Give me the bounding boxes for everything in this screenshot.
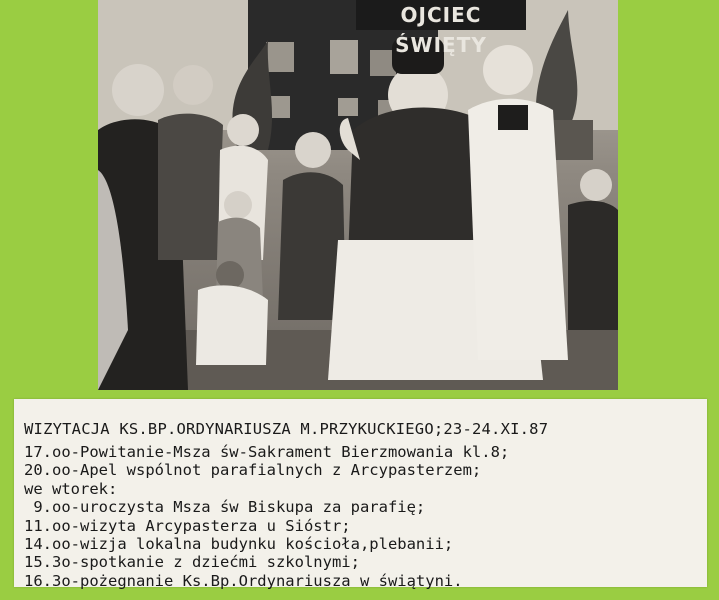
schedule-line: 20.oo-Apel wspólnot parafialnych z Arcypasterzem;	[24, 461, 482, 480]
schedule-line: 11.oo-wizyta Arcypasterza u Sióstr;	[24, 516, 351, 535]
caption-card	[14, 399, 707, 590]
caption-title: WIZYTACJA KS.BP.ORDYNARIUSZA M.PRZYKUCKIEGO;23-24.XI.87	[24, 420, 549, 438]
archival-photograph	[98, 0, 618, 390]
schedule-line: 15.3o-spotkanie z dziećmi szkolnymi;	[24, 553, 360, 572]
banner-text: OJCIEC ŚWIĘTY	[356, 0, 526, 30]
schedule-line: 17.oo-Powitanie-Msza św-Sakrament Bierzmowania kl.8;	[24, 443, 510, 461]
photo-scene	[98, 0, 618, 390]
schedule-list	[24, 443, 509, 590]
schedule-line: 16.3o-pożegnanie Ks.Bp.Ordynariusza w świątyni.	[24, 571, 463, 590]
schedule-line: 9.oo-uroczysta Msza św Biskupa za parafię;	[24, 498, 426, 517]
schedule-line: 14.oo-wizja lokalna budynku kościoła,plebanii;	[24, 535, 454, 554]
schedule-line: we wtorek:	[24, 479, 118, 498]
